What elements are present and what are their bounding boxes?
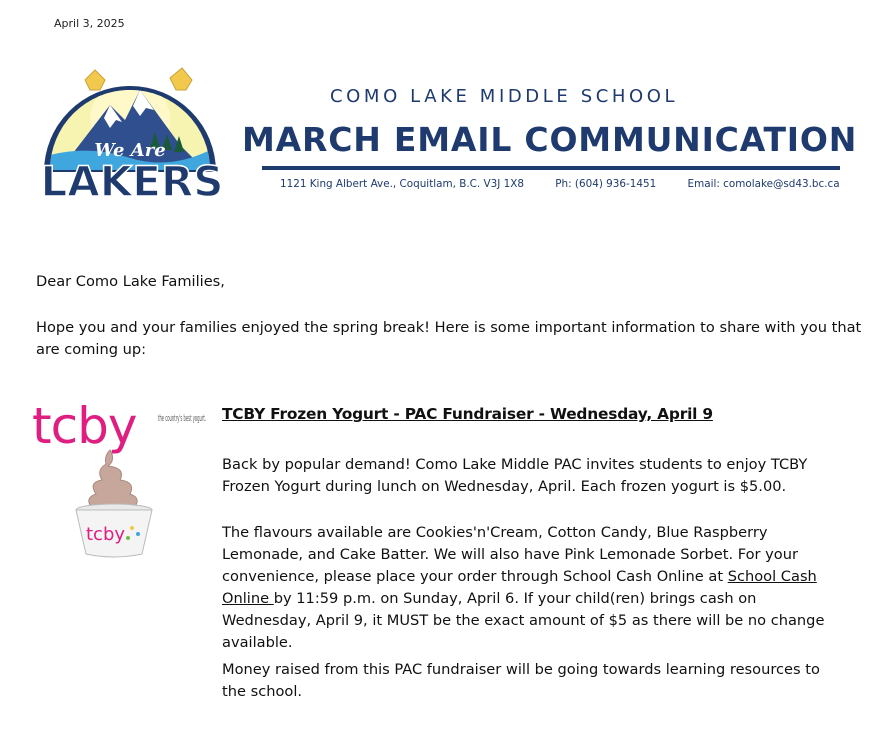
title-underline: [262, 166, 840, 170]
newsletter-title: MARCH EMAIL COMMUNICATION: [242, 120, 858, 159]
email: Email: comolake@sd43.bc.ca: [687, 178, 840, 190]
logo-text-lakers: LAKERS: [40, 157, 224, 200]
logo-text-we-are: We Are: [94, 140, 166, 161]
article-paragraph-3: Money raised from this PAC fundraiser will be going towards learning resources to the school.: [222, 661, 820, 700]
address: 1121 King Albert Ave., Coquitlam, B.C. V3J 1X8: [280, 178, 524, 190]
article-paragraph-2: [222, 522, 847, 654]
frozen-yogurt-cup-icon: [70, 448, 160, 560]
tcby-tagline: the country's best yogurt.: [158, 414, 206, 424]
school-cash-online-link[interactable]: School Cash Online: [222, 568, 817, 607]
phone: Ph: (604) 936-1451: [555, 178, 657, 190]
letter-date: April 3, 2025: [54, 17, 125, 30]
paragraph-2-text-before: The flavours available are Cookies'n'Cream, Cotton Candy, Blue Raspberry Lemonade, and Cake Batter. We will also have Pink Lemonade Sorbet. For your convenience, please place your order through School Cash Online at: [222, 524, 798, 585]
lakers-logo: [30, 50, 230, 200]
paragraph-2-text-after: by 11:59 p.m. on Sunday, April 6. If your child(ren) brings cash on Wednesday, April 9, it MUST be the exact amount of $5 as there will be no change available.: [222, 590, 825, 651]
contact-line: [280, 178, 840, 190]
article-heading: TCBY Frozen Yogurt - PAC Fundraiser - Wednesday, April 9: [222, 405, 713, 423]
article-paragraph-1: Back by popular demand! Como Lake Middle PAC invites students to enjoy TCBY Frozen Yogurt during lunch on Wednesday, April. Each frozen yogurt is $5.00.: [222, 456, 808, 495]
intro-paragraph: Hope you and your families enjoyed the spring break! Here is some important information to share with you that are coming up:: [36, 319, 862, 358]
cup-brand-text: tcby: [86, 524, 126, 545]
greeting: Dear Como Lake Families,: [36, 273, 225, 290]
school-name: COMO LAKE MIDDLE SCHOOL: [330, 86, 679, 107]
tcby-brand-text: tcby: [32, 403, 137, 455]
